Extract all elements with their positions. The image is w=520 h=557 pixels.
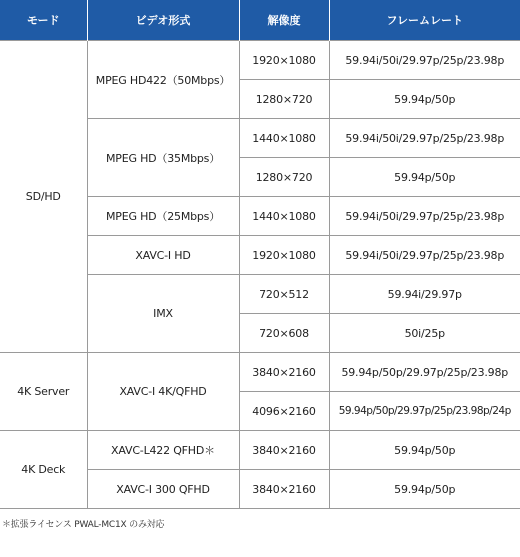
video-format-cell: XAVC-I HD	[87, 236, 239, 275]
resolution-cell: 4096×2160	[239, 392, 329, 431]
video-format-cell: MPEG HD422（50Mbps）	[87, 41, 239, 119]
resolution-cell: 1920×1080	[239, 236, 329, 275]
header-resolution: 解像度	[239, 0, 329, 41]
frame-rate-cell: 59.94i/50i/29.97p/25p/23.98p	[329, 119, 520, 158]
video-format-cell: IMX	[87, 275, 239, 353]
frame-rate-cell: 59.94p/50p	[329, 470, 520, 509]
resolution-cell: 720×512	[239, 275, 329, 314]
video-format-cell: XAVC-I 4K/QFHD	[87, 353, 239, 431]
header-frame-rate: フレームレート	[329, 0, 520, 41]
header-mode: モード	[0, 0, 87, 41]
resolution-cell: 1280×720	[239, 158, 329, 197]
footnote: ＊拡張ライセンス PWAL-MC1X のみ対応	[2, 520, 165, 530]
mode-cell: 4K Deck	[0, 431, 87, 509]
table-row	[0, 353, 520, 392]
video-format-cell: MPEG HD（25Mbps）	[87, 197, 239, 236]
frame-rate-cell: 59.94i/50i/29.97p/25p/23.98p	[329, 197, 520, 236]
resolution-cell: 1440×1080	[239, 119, 329, 158]
resolution-cell: 1280×720	[239, 80, 329, 119]
resolution-cell: 3840×2160	[239, 470, 329, 509]
frame-rate-cell: 59.94p/50p/29.97p/25p/23.98p	[329, 353, 520, 392]
frame-rate-cell: 59.94i/50i/29.97p/25p/23.98p	[329, 41, 520, 80]
frame-rate-cell: 59.94p/50p	[329, 80, 520, 119]
frame-rate-cell: 59.94i/29.97p	[329, 275, 520, 314]
resolution-cell: 3840×2160	[239, 431, 329, 470]
resolution-cell: 3840×2160	[239, 353, 329, 392]
frame-rate-cell: 50i/25p	[329, 314, 520, 353]
resolution-cell: 720×608	[239, 314, 329, 353]
resolution-cell: 1920×1080	[239, 41, 329, 80]
frame-rate-cell: 59.94p/50p	[329, 431, 520, 470]
video-format-cell: XAVC-L422 QFHD＊	[87, 431, 239, 470]
table-row	[0, 431, 520, 470]
header-row	[0, 0, 520, 41]
mode-cell: 4K Server	[0, 353, 87, 431]
frame-rate-cell: 59.94p/50p	[329, 158, 520, 197]
video-format-cell: XAVC-I 300 QFHD	[87, 470, 239, 509]
table-row	[0, 41, 520, 80]
frame-rate-cell: 59.94p/50p/29.97p/25p/23.98p/24p	[329, 392, 520, 431]
video-format-cell: MPEG HD（35Mbps）	[87, 119, 239, 197]
mode-cell: SD/HD	[0, 41, 87, 353]
frame-rate-cell: 59.94i/50i/29.97p/25p/23.98p	[329, 236, 520, 275]
header-video-format: ビデオ形式	[87, 0, 239, 41]
resolution-cell: 1440×1080	[239, 197, 329, 236]
